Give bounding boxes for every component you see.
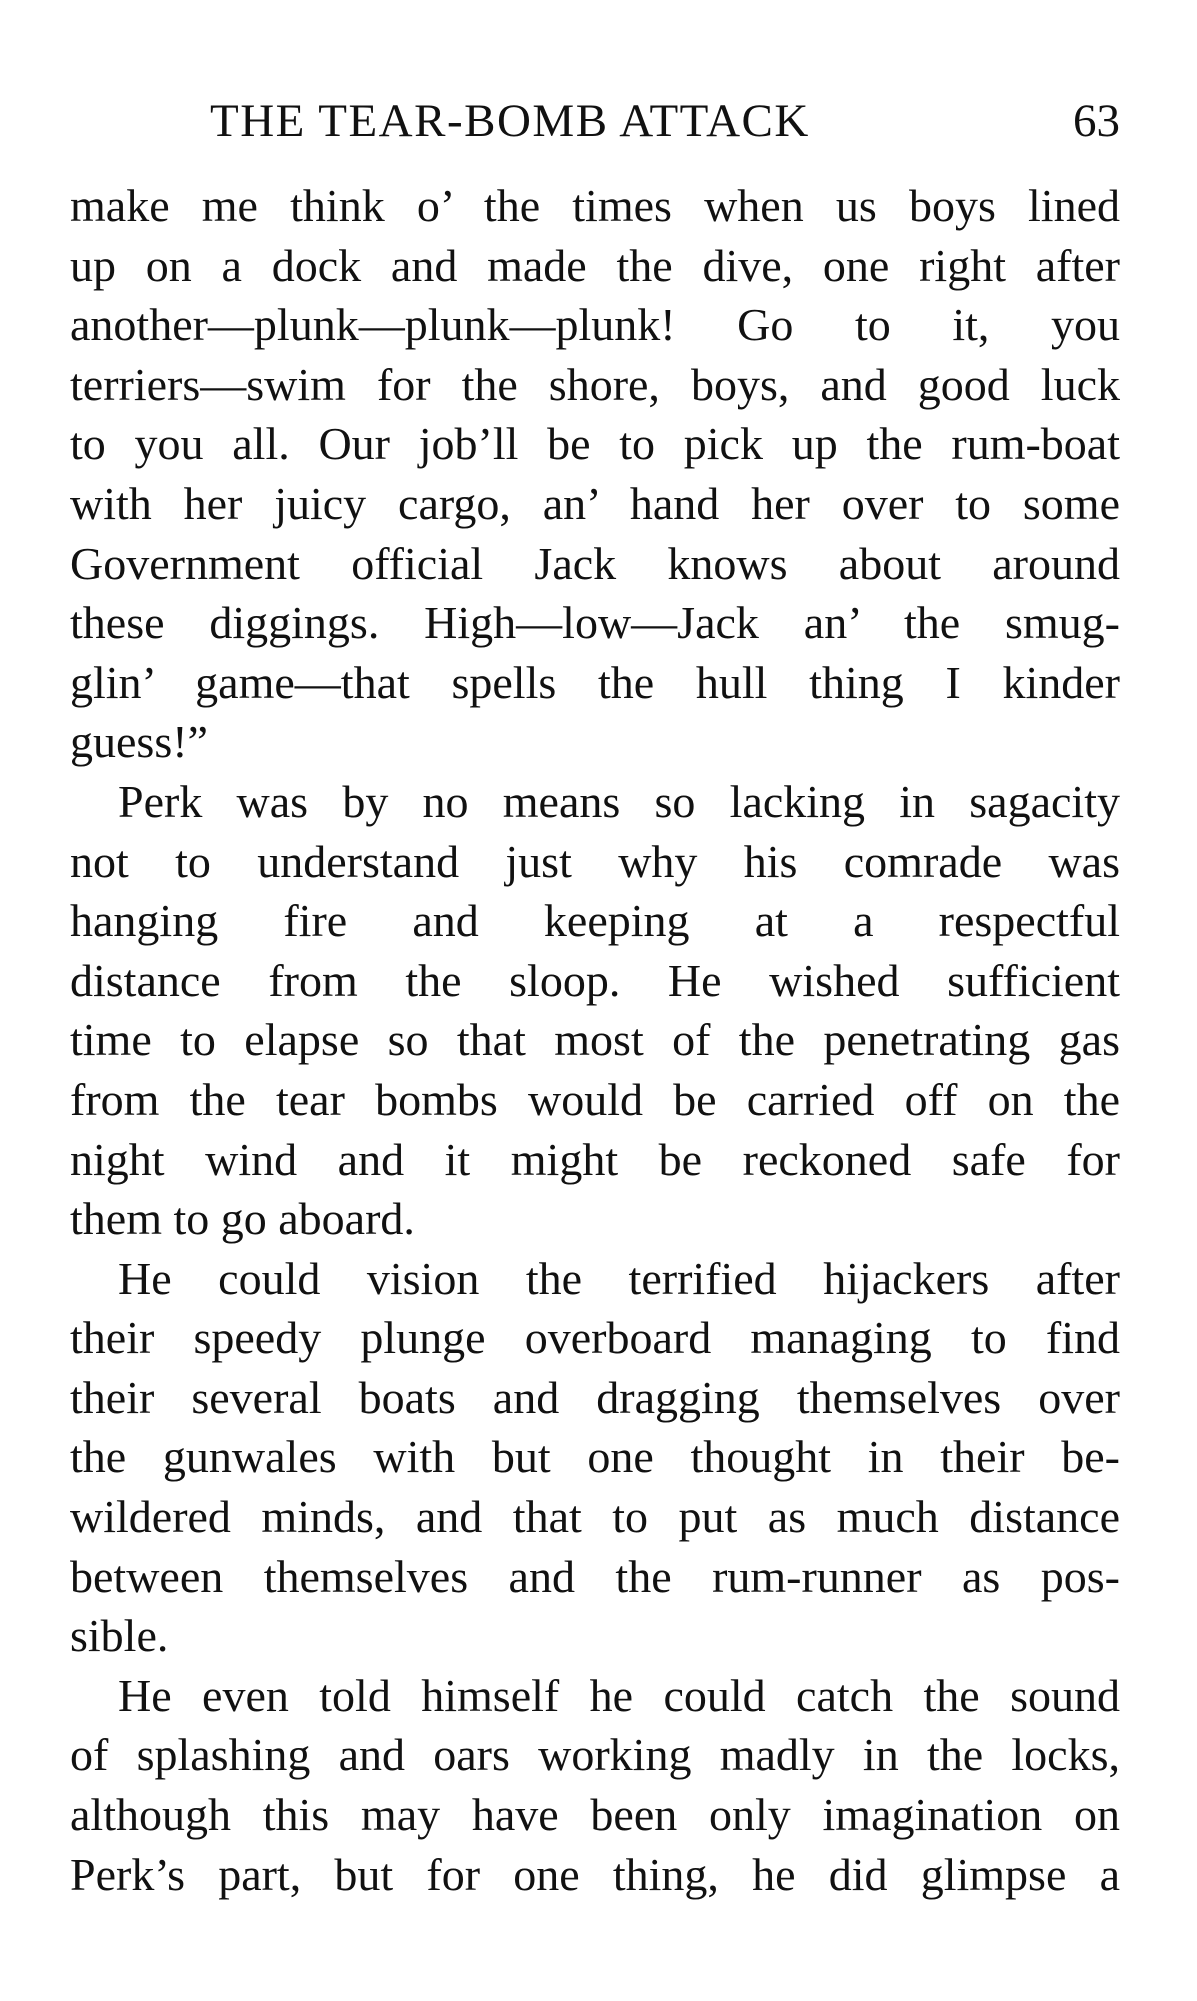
text-line: guess!” [70,716,208,768]
body-text [70,176,1120,1904]
text-line: night wind and it might be reckoned safe for [70,1133,1120,1185]
text-line: Perk’s part, but for one thing, he did glimpse a [70,1848,1120,1900]
text-line: He even told himself he could catch the sound [118,1669,1120,1721]
page-header [70,88,1120,154]
text-line: between themselves and the rum-runner as pos- [70,1550,1120,1602]
text-line: their speedy plunge overboard managing to find [70,1312,1120,1364]
text-line: with her juicy cargo, an’ hand her over to some [70,477,1120,529]
text-line: from the tear bombs would be carried off on the [70,1073,1120,1125]
text-line: another—plunk—plunk—plunk! Go to it, you [70,299,1120,351]
running-head: THE TEAR-BOMB ATTACK [210,95,810,147]
text-line: sible. [70,1610,169,1662]
text-line: hanging fire and keeping at a respectful [70,895,1120,947]
text-line: Government official Jack knows about around [70,537,1120,589]
text-line: Perk was by no means so lacking in sagacity [118,775,1120,827]
text-line: wildered minds, and that to put as much distance [70,1491,1120,1543]
text-line: terriers—swim for the shore, boys, and good luck [70,358,1120,410]
text-line: them to go aboard. [70,1193,415,1245]
text-line: these diggings. High—low—Jack an’ the smug- [70,597,1120,649]
text-line: glin’ game—that spells the hull thing I kinder [70,656,1120,708]
page-number: 63 [1073,95,1120,147]
text-line: make me think o’ the times when us boys lined [70,180,1120,231]
text-line: distance from the sloop. He wished sufficient [70,954,1120,1006]
text-line: the gunwales with but one thought in their be- [70,1431,1120,1483]
text-line: to you all. Our job’ll be to pick up the rum-boat [70,418,1120,470]
text-line: time to elapse so that most of the penetrating gas [70,1014,1120,1066]
text-line: He could vision the terrified hijackers after [118,1252,1120,1304]
text-line: up on a dock and made the dive, one right after [70,239,1120,291]
text-line: their several boats and dragging themselves over [70,1371,1120,1423]
text-line: although this may have been only imagination on [70,1789,1120,1841]
text-line: of splashing and oars working madly in the locks, [70,1729,1120,1781]
text-line: not to understand just why his comrade was [70,835,1120,887]
